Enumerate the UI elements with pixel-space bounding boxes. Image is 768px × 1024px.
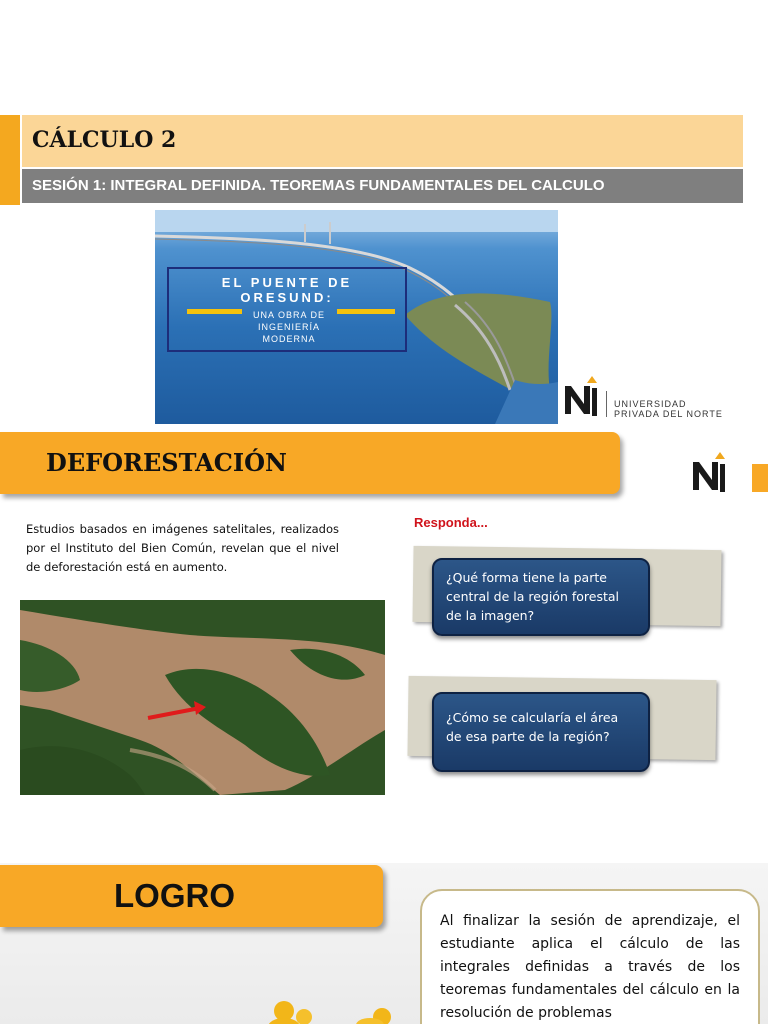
responda-label: Responda... [414, 515, 488, 530]
logro-banner [0, 865, 383, 927]
bridge-caption-box [167, 267, 407, 352]
course-title: CÁLCULO 2 [32, 127, 177, 153]
bridge-caption-line1: EL PUENTE DE [221, 275, 353, 290]
bridge-caption-line3: UNA OBRA DE INGENIERÍA MODERNA [252, 310, 326, 344]
edge-orange-block [752, 464, 768, 492]
logo-divider [606, 391, 607, 417]
logro-title: LOGRO [114, 877, 235, 914]
university-name [614, 399, 723, 419]
upn-logo-icon [562, 374, 602, 418]
forest-satellite-image [20, 600, 385, 795]
forest-illustration [20, 600, 385, 795]
deforestation-title: DEFORESTACIÓN [46, 448, 287, 477]
upn-logo-small-icon [690, 450, 730, 494]
logro-text: Al finalizar la sesión de aprendizaje, el estudiante aplica el cálculo de las integrales definidas a través de los teoremas fundamentales del cálculo en la resolución de problemas [440, 913, 740, 1021]
session-subtitle: SESIÓN 1: INTEGRAL DEFINIDA. TEOREMAS FUNDAMENTALES DEL CALCULO [32, 177, 605, 194]
question-2: ¿Cómo se calcularía el área de esa parte de la región? [432, 692, 650, 772]
bridge-caption-line2: ORESUND: [240, 290, 334, 305]
caption-yellow-bar-left [187, 309, 242, 314]
deforestation-banner [0, 432, 620, 494]
university-line1: UNIVERSIDAD [614, 399, 687, 409]
caption-yellow-bar-right [337, 309, 395, 314]
question-1: ¿Qué forma tiene la parte central de la región forestal de la imagen? [432, 558, 650, 636]
oresund-bridge-image [155, 210, 558, 424]
people-figures-icon [262, 995, 412, 1024]
deforestation-description: Estudios basados en imágenes satelitales, realizados por el Instituto del Bien Común, revelan que el nivel de deforestación está en aumento. [26, 522, 339, 574]
subtitle-band [22, 169, 743, 203]
university-line2: PRIVADA DEL NORTE [614, 409, 723, 419]
title-band [22, 115, 743, 167]
title-accent-bar [0, 115, 20, 205]
